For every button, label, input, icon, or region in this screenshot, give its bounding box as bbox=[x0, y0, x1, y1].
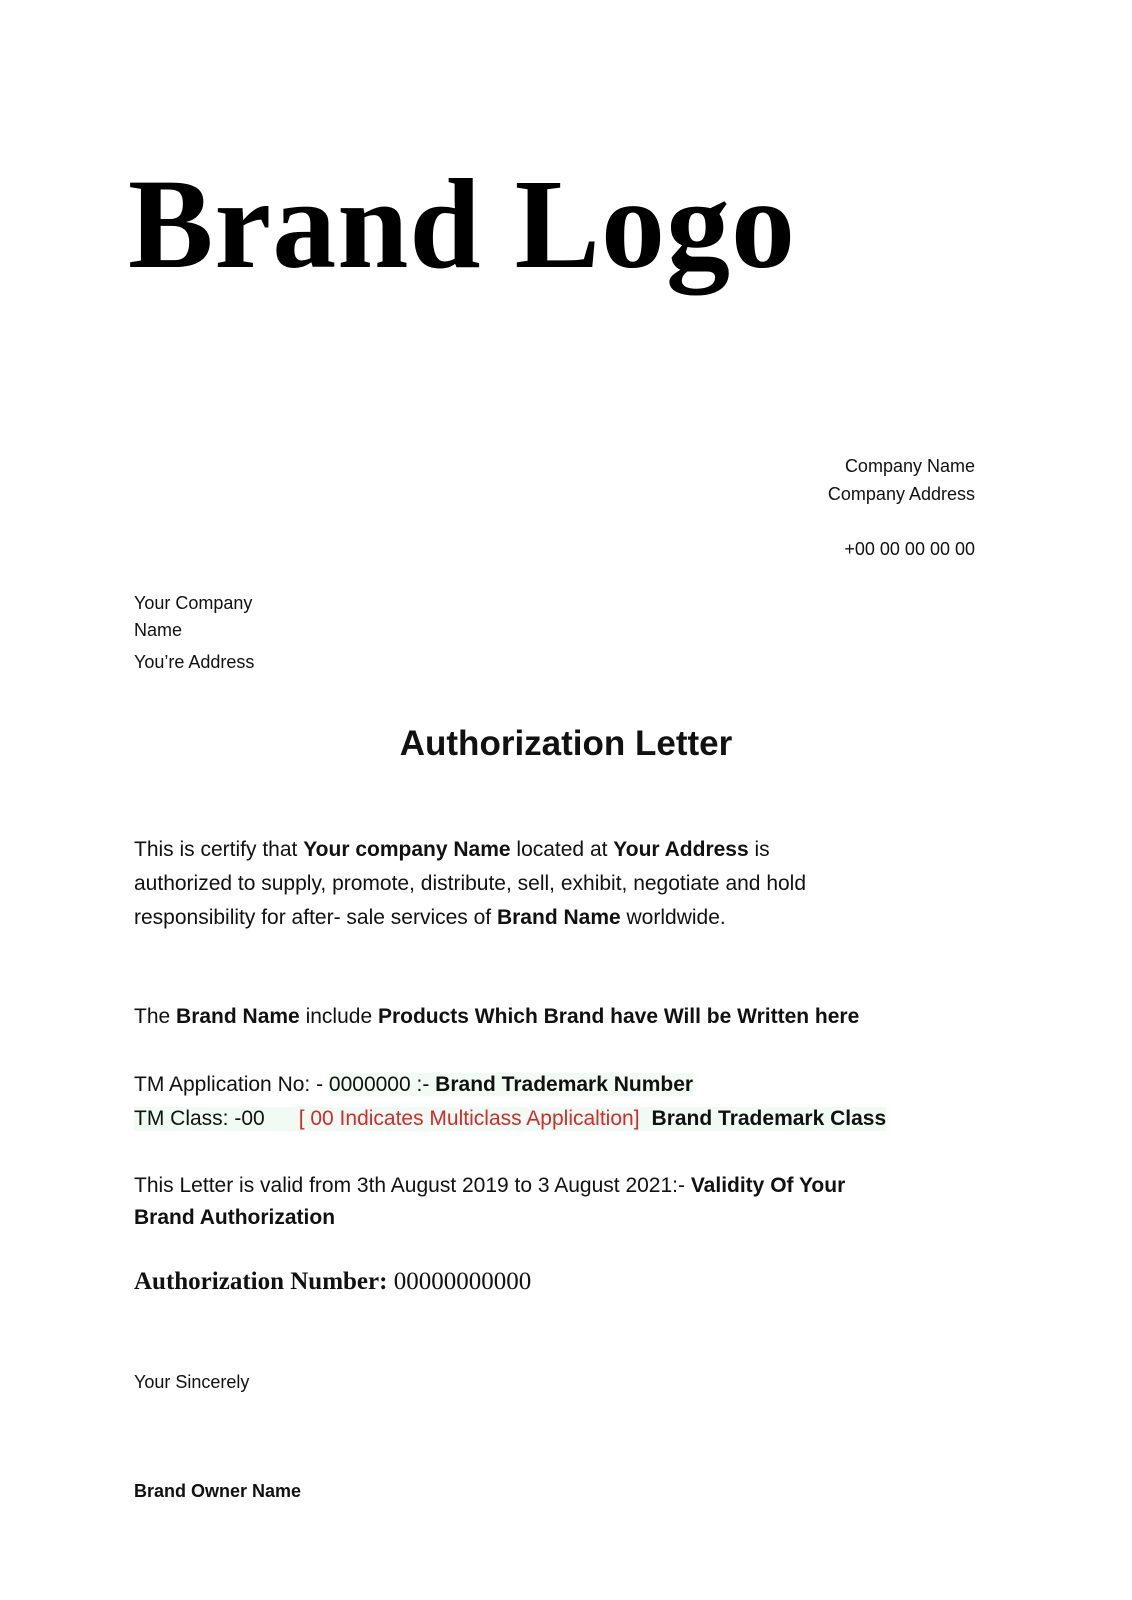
validity-line1: This Letter is valid from 3th August 2019 to 3 August 2021:- Validity Of Your bbox=[134, 1174, 846, 1197]
recipient-company-name: Company Name bbox=[844, 456, 975, 476]
tm-class: TM Class: -00 [ 00 Indicates Multiclass Applicaltion] Brand Trademark Class bbox=[134, 1107, 887, 1130]
brand-logo: Brand Logo bbox=[128, 153, 796, 295]
sender-name-line2: Name bbox=[134, 620, 183, 640]
para2: The Brand Name include Products Which Brand have Will be Written here bbox=[134, 1005, 860, 1028]
sender-name-line1: Your Company bbox=[134, 593, 253, 613]
letter-title: Authorization Letter bbox=[399, 724, 733, 763]
recipient-company-address: Company Address bbox=[827, 484, 975, 504]
para1-line2: authorized to supply, promote, distribute, sell, exhibit, negotiate and hold bbox=[134, 872, 807, 895]
closing: Your Sincerely bbox=[134, 1372, 250, 1392]
signatory-name: Brand Owner Name bbox=[134, 1481, 302, 1501]
recipient-phone: +00 00 00 00 00 bbox=[844, 539, 975, 559]
sender-address: You’re Address bbox=[134, 652, 255, 672]
para1-line3: responsibility for after- sale services of Brand Name worldwide. bbox=[134, 906, 726, 929]
authorization-number: Authorization Number: 00000000000 bbox=[134, 1268, 532, 1295]
para1-line1: This is certify that Your company Name located at Your Address is bbox=[134, 838, 770, 861]
tm-application: TM Application No: - 0000000 :- Brand Trademark Number bbox=[134, 1073, 694, 1096]
validity-line2: Brand Authorization bbox=[134, 1206, 336, 1229]
